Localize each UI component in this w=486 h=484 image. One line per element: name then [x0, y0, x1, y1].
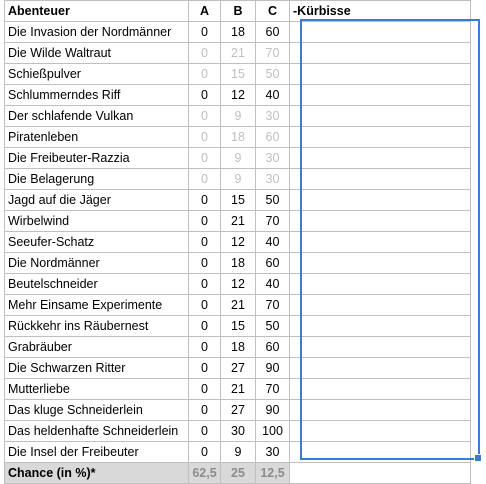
- header-cell-a[interactable]: A: [189, 1, 221, 22]
- cell-adventure-name[interactable]: Wirbelwind: [5, 211, 189, 232]
- cell-c[interactable]: 70: [256, 295, 290, 316]
- cell-b[interactable]: 9: [221, 148, 256, 169]
- cell-a[interactable]: 0: [189, 442, 221, 463]
- cell-b[interactable]: 21: [221, 379, 256, 400]
- cell-a[interactable]: 0: [189, 337, 221, 358]
- cell-a[interactable]: 0: [189, 64, 221, 85]
- header-cell-name[interactable]: Abenteuer: [5, 1, 189, 22]
- cell-c[interactable]: 30: [256, 148, 290, 169]
- header-cell-c[interactable]: C: [256, 1, 290, 22]
- cell-a[interactable]: 0: [189, 106, 221, 127]
- cell-adventure-name[interactable]: Piratenleben: [5, 127, 189, 148]
- cell-adventure-name[interactable]: Mutterliebe: [5, 379, 189, 400]
- cell-c[interactable]: 70: [256, 211, 290, 232]
- cell-adventure-name[interactable]: Die Freibeuter-Razzia: [5, 148, 189, 169]
- cell-c[interactable]: 60: [256, 22, 290, 43]
- cell-b[interactable]: 27: [221, 400, 256, 421]
- cell-b[interactable]: 30: [221, 421, 256, 442]
- cell-adventure-name[interactable]: Das kluge Schneiderlein: [5, 400, 189, 421]
- cell-adventure-name[interactable]: Jagd auf die Jäger: [5, 190, 189, 211]
- cell-b[interactable]: 9: [221, 106, 256, 127]
- cell-a[interactable]: 0: [189, 211, 221, 232]
- cell-a[interactable]: 0: [189, 379, 221, 400]
- footer-row: [5, 463, 471, 484]
- cell-c[interactable]: 40: [256, 85, 290, 106]
- cell-adventure-name[interactable]: Der schlafende Vulkan: [5, 106, 189, 127]
- cell-b[interactable]: 9: [221, 442, 256, 463]
- cell-adventure-name[interactable]: Die Invasion der Nordmänner: [5, 22, 189, 43]
- cell-a[interactable]: 0: [189, 22, 221, 43]
- cell-a[interactable]: 0: [189, 190, 221, 211]
- cell-b[interactable]: 12: [221, 232, 256, 253]
- cell-c[interactable]: 60: [256, 253, 290, 274]
- cell-a[interactable]: 0: [189, 274, 221, 295]
- cell-a[interactable]: 0: [189, 85, 221, 106]
- cell-a[interactable]: 0: [189, 358, 221, 379]
- cell-adventure-name[interactable]: Die Schwarzen Ritter: [5, 358, 189, 379]
- cell-adventure-name[interactable]: Die Insel der Freibeuter: [5, 442, 189, 463]
- cell-c[interactable]: 50: [256, 316, 290, 337]
- selected-range[interactable]: [300, 19, 480, 460]
- cell-c[interactable]: 70: [256, 43, 290, 64]
- cell-c[interactable]: 90: [256, 400, 290, 421]
- cell-c[interactable]: 30: [256, 442, 290, 463]
- cell-footer-b[interactable]: 25: [221, 463, 256, 484]
- cell-b[interactable]: 21: [221, 211, 256, 232]
- header-cell-b[interactable]: B: [221, 1, 256, 22]
- cell-b[interactable]: 21: [221, 43, 256, 64]
- cell-b[interactable]: 18: [221, 22, 256, 43]
- cell-a[interactable]: 0: [189, 148, 221, 169]
- fill-handle[interactable]: [474, 454, 482, 462]
- cell-a[interactable]: 0: [189, 253, 221, 274]
- cell-b[interactable]: 18: [221, 127, 256, 148]
- cell-c[interactable]: 50: [256, 190, 290, 211]
- cell-b[interactable]: 9: [221, 169, 256, 190]
- cell-a[interactable]: 0: [189, 295, 221, 316]
- cell-footer-kuerbisse[interactable]: [290, 463, 471, 484]
- cell-a[interactable]: 0: [189, 316, 221, 337]
- cell-adventure-name[interactable]: Seeufer-Schatz: [5, 232, 189, 253]
- cell-a[interactable]: 0: [189, 43, 221, 64]
- cell-c[interactable]: 70: [256, 379, 290, 400]
- cell-adventure-name[interactable]: Die Wilde Waltraut: [5, 43, 189, 64]
- cell-c[interactable]: 30: [256, 169, 290, 190]
- cell-a[interactable]: 0: [189, 232, 221, 253]
- cell-adventure-name[interactable]: Grabräuber: [5, 337, 189, 358]
- cell-adventure-name[interactable]: Schießpulver: [5, 64, 189, 85]
- cell-b[interactable]: 18: [221, 337, 256, 358]
- cell-adventure-name[interactable]: Rückkehr ins Räubernest: [5, 316, 189, 337]
- cell-a[interactable]: 0: [189, 421, 221, 442]
- cell-adventure-name[interactable]: Das heldenhafte Schneiderlein: [5, 421, 189, 442]
- cell-b[interactable]: 18: [221, 253, 256, 274]
- cell-c[interactable]: 100: [256, 421, 290, 442]
- cell-c[interactable]: 60: [256, 127, 290, 148]
- cell-b[interactable]: 21: [221, 295, 256, 316]
- cell-a[interactable]: 0: [189, 127, 221, 148]
- cell-adventure-name[interactable]: Schlummerndes Riff: [5, 85, 189, 106]
- cell-b[interactable]: 27: [221, 358, 256, 379]
- cell-c[interactable]: 60: [256, 337, 290, 358]
- cell-adventure-name[interactable]: Die Nordmänner: [5, 253, 189, 274]
- cell-b[interactable]: 15: [221, 316, 256, 337]
- cell-c[interactable]: 30: [256, 106, 290, 127]
- cell-a[interactable]: 0: [189, 400, 221, 421]
- header-cell-kuerbisse[interactable]: -Kürbisse: [290, 1, 471, 22]
- cell-a[interactable]: 0: [189, 169, 221, 190]
- cell-c[interactable]: 90: [256, 358, 290, 379]
- cell-adventure-name[interactable]: Mehr Einsame Experimente: [5, 295, 189, 316]
- cell-b[interactable]: 12: [221, 85, 256, 106]
- cell-b[interactable]: 15: [221, 190, 256, 211]
- cell-footer-label[interactable]: Chance (in %)*: [5, 463, 189, 484]
- cell-adventure-name[interactable]: Beutelschneider: [5, 274, 189, 295]
- cell-adventure-name[interactable]: Die Belagerung: [5, 169, 189, 190]
- cell-c[interactable]: 50: [256, 64, 290, 85]
- cell-footer-a[interactable]: 62,5: [189, 463, 221, 484]
- cell-c[interactable]: 40: [256, 232, 290, 253]
- cell-c[interactable]: 40: [256, 274, 290, 295]
- cell-b[interactable]: 15: [221, 64, 256, 85]
- cell-b[interactable]: 12: [221, 274, 256, 295]
- cell-footer-c[interactable]: 12,5: [256, 463, 290, 484]
